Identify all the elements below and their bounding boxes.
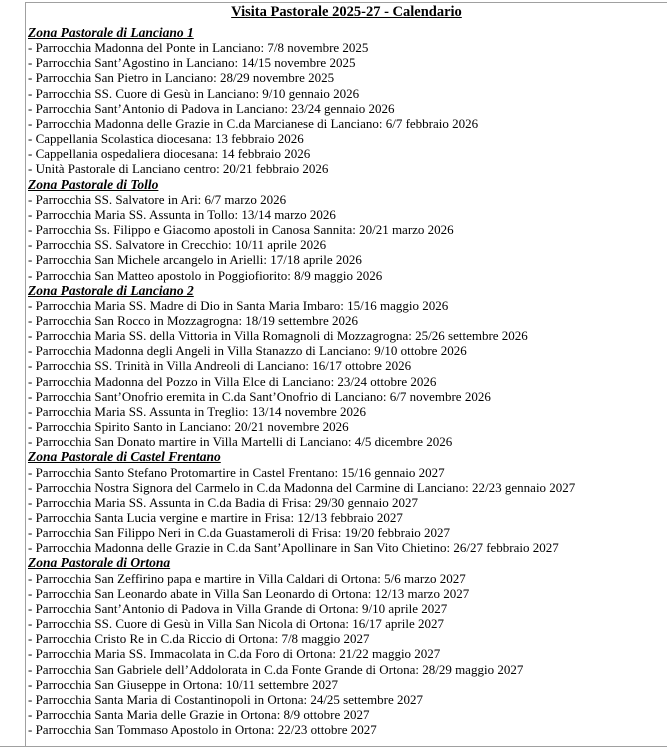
calendar-entry: - Parrocchia Maria SS. Madre di Dio in Santa Maria Imbaro: 15/16 maggio 2026 — [28, 297, 449, 313]
sections-list — [28, 25, 665, 737]
zone-heading: Zona Pastorale di Castel Frentano — [28, 449, 221, 465]
calendar-entry: - Parrocchia San Donato martire in Villa Martelli di Lanciano: 4/5 dicembre 2026 — [28, 434, 453, 450]
cell-border-bottom — [0, 746, 667, 747]
calendar-entry: - Parrocchia SS. Salvatore in Crecchio: 10/11 aprile 2026 — [28, 237, 327, 253]
calendar-entry: - Parrocchia Santa Maria di Costantinopoli in Ortona: 24/25 settembre 2027 — [28, 691, 423, 707]
page-title: Visita Pastorale 2025-27 - Calendario — [231, 4, 462, 20]
calendar-entry: - Parrocchia Ss. Filippo e Giacomo apostoli in Canosa Sannita: 20/21 marzo 2026 — [28, 222, 454, 238]
zone-items — [28, 40, 665, 176]
calendar-entry: - Parrocchia San Gabriele dell’Addolorata in C.da Fonte Grande di Ortona: 28/29 maggio 2027 — [28, 661, 524, 677]
zone-items — [28, 192, 665, 283]
cell-border-top — [25, 2, 667, 3]
zone-items — [28, 298, 665, 450]
zone-section — [28, 283, 665, 450]
calendar-entry: - Parrocchia Madonna delle Grazie in C.da Marcianese di Lanciano: 6/7 febbraio 2026 — [28, 115, 479, 131]
zone-heading: Zona Pastorale di Lanciano 2 — [28, 282, 194, 298]
calendar-entry: - Parrocchia Spirito Santo in Lanciano: 20/21 novembre 2026 — [28, 419, 349, 435]
calendar-entry: - Parrocchia Cristo Re in C.da Riccio di Ortona: 7/8 maggio 2027 — [28, 631, 370, 647]
zone-heading: Zona Pastorale di Ortona — [28, 555, 171, 571]
calendar-entry: - Parrocchia SS. Trinità in Villa Andreoli di Lanciano: 16/17 ottobre 2026 — [28, 358, 412, 374]
calendar-entry: - Cappellania ospedaliera diocesana: 14 febbraio 2026 — [28, 146, 311, 162]
calendar-entry: - Parrocchia Madonna del Pozzo in Villa Elce di Lanciano: 23/24 ottobre 2026 — [28, 373, 437, 389]
calendar-entry: - Parrocchia San Pietro in Lanciano: 28/29 novembre 2025 — [28, 70, 335, 86]
calendar-entry: - Parrocchia Sant’Antonio di Padova in Villa Grande di Ortona: 9/10 aprile 2027 — [28, 600, 448, 616]
calendar-entry: - Parrocchia Santa Maria delle Grazie in Ortona: 8/9 ottobre 2027 — [28, 707, 370, 723]
calendar-entry: - Cappellania Scolastica diocesana: 13 febbraio 2026 — [28, 131, 304, 147]
calendar-entry: - Parrocchia San Zeffirino papa e martire in Villa Caldari di Ortona: 5/6 marzo 2027 — [28, 570, 466, 586]
zone-heading: Zona Pastorale di Lanciano 1 — [28, 25, 194, 40]
calendar-entry: - Parrocchia San Giuseppe in Ortona: 10/11 settembre 2027 — [28, 676, 338, 692]
calendar-entry: - Parrocchia San Michele arcangelo in Arielli: 17/18 aprile 2026 — [28, 252, 362, 268]
calendar-entry: - Parrocchia Madonna delle Grazie in C.da Sant’Apollinare in San Vito Chietino: 26/27 febbraio 2027 — [28, 540, 559, 556]
zone-section — [28, 25, 665, 177]
calendar-entry: - Parrocchia San Tommaso Apostolo in Ortona: 22/23 ottobre 2027 — [28, 722, 377, 738]
calendar-entry: - Parrocchia Santo Stefano Protomartire in Castel Frentano: 15/16 gennaio 2027 — [28, 464, 445, 480]
calendar-entry: - Parrocchia San Matteo apostolo in Poggiofiorito: 8/9 maggio 2026 — [28, 267, 383, 283]
calendar-entry: - Parrocchia Maria SS. Assunta in Tollo: 13/14 marzo 2026 — [28, 206, 336, 222]
calendar-entry: - Parrocchia Madonna degli Angeli in Villa Stanazzo di Lanciano: 9/10 ottobre 2026 — [28, 343, 467, 359]
calendar-entry: - Parrocchia Maria SS. Assunta in Treglio: 13/14 novembre 2026 — [28, 403, 366, 419]
calendar-entry: - Parrocchia SS. Salvatore in Ari: 6/7 marzo 2026 — [28, 191, 287, 207]
calendar-entry: - Parrocchia Sant’Onofrio eremita in C.da Sant’Onofrio di Lanciano: 6/7 novembre 2026 — [28, 388, 491, 404]
zone-section — [28, 177, 665, 283]
zone-heading: Zona Pastorale di Tollo — [28, 176, 159, 192]
calendar-entry: - Parrocchia Nostra Signora del Carmelo in C.da Madonna del Carmine di Lanciano: 22/23 gennaio 2027 — [28, 479, 576, 495]
calendar-entry: - Parrocchia Sant’Agostino in Lanciano: 14/15 novembre 2025 — [28, 55, 356, 71]
zone-items — [28, 465, 665, 556]
calendar-entry: - Parrocchia Maria SS. Assunta in C.da Badia di Frisa: 29/30 gennaio 2027 — [28, 494, 418, 510]
zone-section — [28, 449, 665, 555]
zone-section — [28, 555, 665, 737]
calendar-entry: - Parrocchia Madonna del Ponte in Lanciano: 7/8 novembre 2025 — [28, 40, 369, 56]
calendar-entry: - Parrocchia Maria SS. della Vittoria in Villa Romagnoli di Mozzagrogna: 25/26 settembre 2026 — [28, 328, 528, 344]
calendar-entry: - Parrocchia San Leonardo abate in Villa San Leonardo di Ortona: 12/13 marzo 2027 — [28, 585, 470, 601]
calendar-entry: - Parrocchia SS. Cuore di Gesù in Lanciano: 9/10 gennaio 2026 — [28, 85, 360, 101]
calendar-entry: - Parrocchia San Rocco in Mozzagrogna: 18/19 settembre 2026 — [28, 312, 358, 328]
zone-items — [28, 571, 665, 738]
calendar-entry: - Parrocchia San Filippo Neri in C.da Guastameroli di Frisa: 19/20 febbraio 2027 — [28, 525, 451, 541]
cell-border-left — [25, 2, 26, 747]
document-content — [28, 4, 665, 737]
calendar-entry: - Parrocchia SS. Cuore di Gesù in Villa San Nicola di Ortona: 16/17 aprile 2027 — [28, 616, 444, 632]
calendar-entry: - Unità Pastorale di Lanciano centro: 20/21 febbraio 2026 — [28, 161, 329, 177]
calendar-entry: - Parrocchia Sant’Antonio di Padova in Lanciano: 23/24 gennaio 2026 — [28, 100, 395, 116]
calendar-entry: - Parrocchia Santa Lucia vergine e martire in Frisa: 12/13 febbraio 2027 — [28, 510, 403, 525]
calendar-entry: - Parrocchia Maria SS. Immacolata in C.da Foro di Ortona: 21/22 maggio 2027 — [28, 646, 441, 662]
